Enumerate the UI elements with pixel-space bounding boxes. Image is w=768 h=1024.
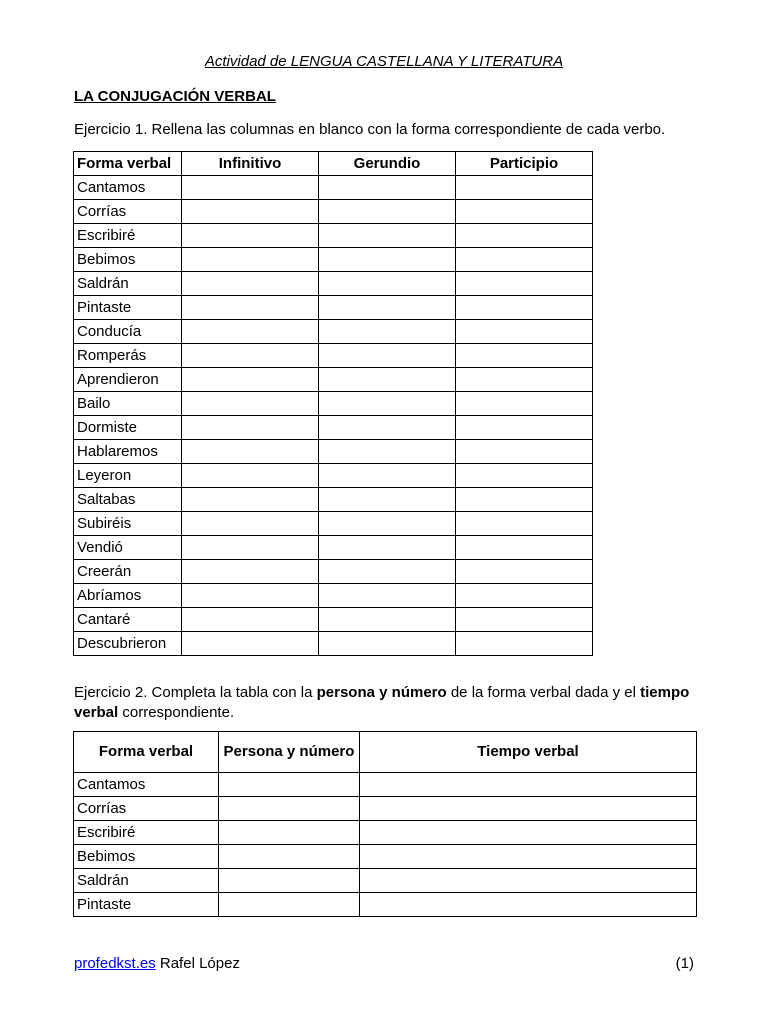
table-row (74, 176, 593, 200)
table-row (74, 869, 697, 893)
exercise1-instruction: Ejercicio 1. Rellena las columnas en blanco con la forma correspondiente de cada verbo. (74, 121, 666, 138)
verb-form-cell: Escribiré (74, 821, 219, 845)
answer-cell[interactable] (319, 320, 456, 344)
column-header-infinitivo: Infinitivo (182, 152, 319, 176)
answer-cell[interactable] (319, 440, 456, 464)
verb-form-cell: Romperás (74, 344, 182, 368)
answer-cell[interactable] (182, 248, 319, 272)
instruction-text: correspondiente. (118, 704, 235, 721)
column-header-tiempo-verbal: Tiempo verbal (360, 732, 697, 773)
verb-form-cell: Abríamos (74, 584, 182, 608)
answer-cell[interactable] (319, 632, 456, 656)
table-row (74, 536, 593, 560)
answer-cell[interactable] (319, 608, 456, 632)
answer-cell[interactable] (319, 248, 456, 272)
answer-cell[interactable] (219, 893, 360, 917)
table-row (74, 584, 593, 608)
answer-cell[interactable] (182, 464, 319, 488)
answer-cell[interactable] (182, 584, 319, 608)
table-row (74, 416, 593, 440)
answer-cell[interactable] (319, 344, 456, 368)
answer-cell[interactable] (182, 536, 319, 560)
table-row (74, 560, 593, 584)
answer-cell[interactable] (319, 272, 456, 296)
document-title: LA CONJUGACIÓN VERBAL (74, 88, 276, 105)
exercise2-table (73, 731, 697, 917)
table-row (74, 344, 593, 368)
table-header-row (74, 732, 697, 773)
answer-cell[interactable] (219, 773, 360, 797)
answer-cell[interactable] (219, 821, 360, 845)
verb-form-cell: Cantamos (74, 176, 182, 200)
table-row (74, 368, 593, 392)
instruction-bold-tiempo: tiempo verbal (74, 684, 690, 721)
exercise2-instruction (74, 683, 694, 723)
answer-cell[interactable] (182, 608, 319, 632)
table-row (74, 464, 593, 488)
verb-form-cell: Leyeron (74, 464, 182, 488)
table-row (74, 224, 593, 248)
verb-form-cell: Bebimos (74, 845, 219, 869)
answer-cell[interactable] (360, 869, 697, 893)
verb-form-cell: Hablaremos (74, 440, 182, 464)
table-row (74, 248, 593, 272)
answer-cell[interactable] (456, 536, 593, 560)
table-row (74, 632, 593, 656)
table-row (74, 272, 593, 296)
table-row (74, 893, 697, 917)
answer-cell[interactable] (360, 773, 697, 797)
answer-cell[interactable] (182, 176, 319, 200)
answer-cell[interactable] (456, 512, 593, 536)
answer-cell[interactable] (182, 368, 319, 392)
answer-cell[interactable] (456, 200, 593, 224)
answer-cell[interactable] (319, 464, 456, 488)
table-row (74, 320, 593, 344)
answer-cell[interactable] (319, 224, 456, 248)
answer-cell[interactable] (456, 272, 593, 296)
table-row (74, 608, 593, 632)
answer-cell[interactable] (360, 821, 697, 845)
column-header-participio: Participio (456, 152, 593, 176)
verb-form-cell: Bailo (74, 392, 182, 416)
page-header: Actividad de LENGUA CASTELLANA Y LITERATURA (204, 53, 564, 70)
verb-form-cell: Creerán (74, 560, 182, 584)
answer-cell[interactable] (182, 488, 319, 512)
table-row (74, 845, 697, 869)
verb-form-cell: Corrías (74, 200, 182, 224)
author-name: Rafel López (155, 955, 240, 972)
verb-form-cell: Aprendieron (74, 368, 182, 392)
answer-cell[interactable] (182, 296, 319, 320)
column-header-forma-verbal: Forma verbal (74, 152, 182, 176)
answer-cell[interactable] (182, 200, 319, 224)
verb-form-cell: Escribiré (74, 224, 182, 248)
answer-cell[interactable] (456, 608, 593, 632)
table-header-row (74, 152, 593, 176)
exercise1-table (73, 151, 593, 656)
answer-cell[interactable] (456, 440, 593, 464)
column-header-forma-verbal: Forma verbal (74, 732, 219, 773)
verb-form-cell: Pintaste (74, 893, 219, 917)
verb-form-cell: Cantamos (74, 773, 219, 797)
answer-cell[interactable] (456, 632, 593, 656)
answer-cell[interactable] (182, 344, 319, 368)
answer-cell[interactable] (456, 320, 593, 344)
answer-cell[interactable] (456, 176, 593, 200)
answer-cell[interactable] (182, 224, 319, 248)
instruction-bold-persona: persona y número (316, 684, 447, 701)
answer-cell[interactable] (456, 296, 593, 320)
answer-cell[interactable] (219, 845, 360, 869)
verb-form-cell: Vendió (74, 536, 182, 560)
answer-cell[interactable] (319, 512, 456, 536)
footer-credit (74, 955, 240, 972)
verb-form-cell: Cantaré (74, 608, 182, 632)
verb-form-cell: Conducía (74, 320, 182, 344)
answer-cell[interactable] (319, 584, 456, 608)
instruction-text: de la forma verbal dada y el (446, 684, 641, 701)
answer-cell[interactable] (182, 392, 319, 416)
verb-form-cell: Saldrán (74, 869, 219, 893)
answer-cell[interactable] (319, 200, 456, 224)
answer-cell[interactable] (319, 176, 456, 200)
answer-cell[interactable] (360, 845, 697, 869)
answer-cell[interactable] (319, 488, 456, 512)
answer-cell[interactable] (319, 296, 456, 320)
table-row (74, 296, 593, 320)
answer-cell[interactable] (360, 893, 697, 917)
answer-cell[interactable] (182, 560, 319, 584)
table-row (74, 488, 593, 512)
answer-cell[interactable] (456, 464, 593, 488)
answer-cell[interactable] (182, 632, 319, 656)
answer-cell[interactable] (456, 416, 593, 440)
answer-cell[interactable] (182, 320, 319, 344)
answer-cell[interactable] (456, 344, 593, 368)
table-row (74, 797, 697, 821)
website-link[interactable]: profedkst.es (74, 955, 156, 972)
answer-cell[interactable] (456, 224, 593, 248)
verb-form-cell: Corrías (74, 797, 219, 821)
column-header-gerundio: Gerundio (319, 152, 456, 176)
answer-cell[interactable] (319, 536, 456, 560)
answer-cell[interactable] (182, 440, 319, 464)
table-row (74, 200, 593, 224)
answer-cell[interactable] (456, 560, 593, 584)
table-row (74, 773, 697, 797)
page-number: (1) (675, 955, 694, 972)
verb-form-cell: Descubrieron (74, 632, 182, 656)
verb-form-cell: Subiréis (74, 512, 182, 536)
table-row (74, 512, 593, 536)
verb-form-cell: Saldrán (74, 272, 182, 296)
answer-cell[interactable] (182, 512, 319, 536)
answer-cell[interactable] (456, 584, 593, 608)
table-row (74, 392, 593, 416)
verb-form-cell: Pintaste (74, 296, 182, 320)
column-header-persona-numero: Persona y número (219, 732, 360, 773)
answer-cell[interactable] (219, 797, 360, 821)
verb-form-cell: Saltabas (74, 488, 182, 512)
answer-cell[interactable] (456, 248, 593, 272)
answer-cell[interactable] (319, 392, 456, 416)
table-row (74, 440, 593, 464)
answer-cell[interactable] (360, 797, 697, 821)
answer-cell[interactable] (456, 392, 593, 416)
answer-cell[interactable] (319, 416, 456, 440)
instruction-text: Ejercicio 2. Completa la tabla con la (74, 684, 317, 701)
answer-cell[interactable] (182, 272, 319, 296)
answer-cell[interactable] (219, 869, 360, 893)
verb-form-cell: Dormiste (74, 416, 182, 440)
answer-cell[interactable] (456, 488, 593, 512)
table-row (74, 821, 697, 845)
answer-cell[interactable] (456, 368, 593, 392)
verb-form-cell: Bebimos (74, 248, 182, 272)
answer-cell[interactable] (182, 416, 319, 440)
answer-cell[interactable] (319, 368, 456, 392)
answer-cell[interactable] (319, 560, 456, 584)
